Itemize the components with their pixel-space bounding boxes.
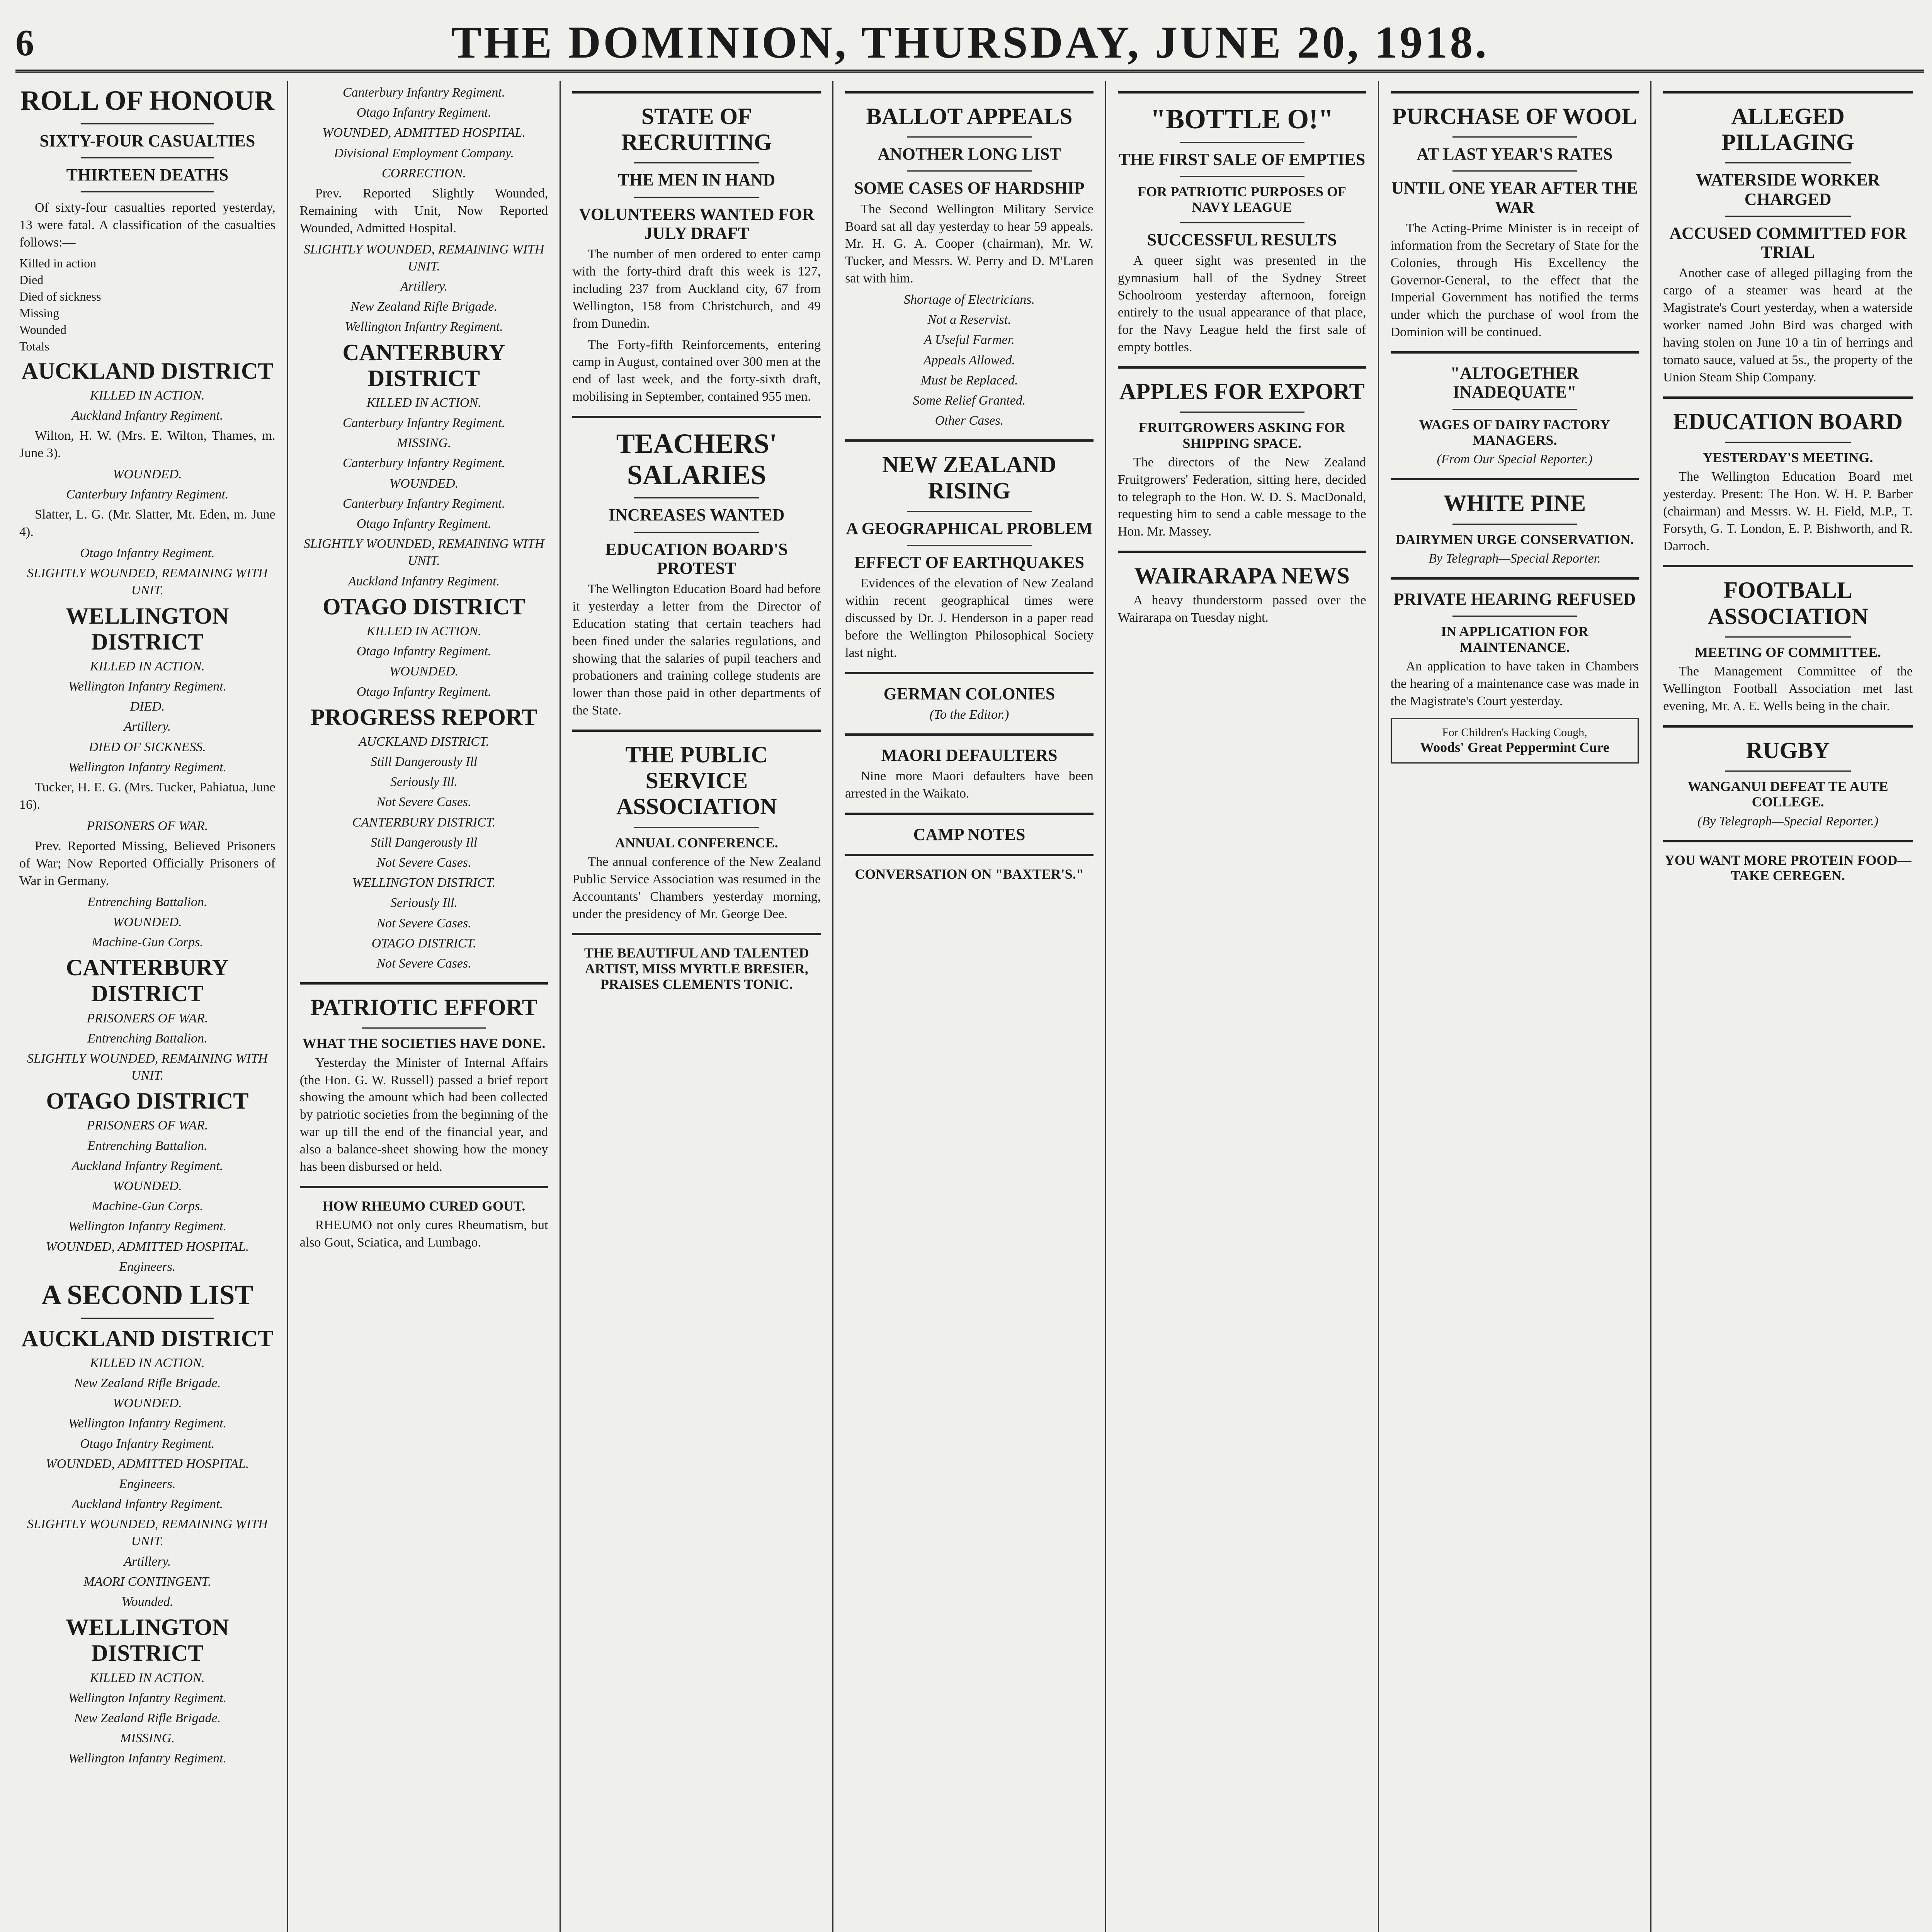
subsection-label: Some Relief Granted.	[913, 393, 1026, 408]
bottle-subhead-2: FOR PATRIOTIC PURPOSES OF NAVY LEAGUE	[1138, 184, 1347, 215]
section-label: SLIGHTLY WOUNDED, REMAINING WITH UNIT.	[303, 537, 544, 568]
unit-label: Canterbury Infantry Regiment.	[342, 496, 505, 511]
divider	[907, 170, 1032, 172]
casualty-entry: Prev. Reported Missing, Believed Prisoners of War; Now Reported Officially Prisoners of War in Germany.	[19, 838, 276, 888]
divider	[362, 1027, 486, 1029]
section-label: DIED OF SICKNESS.	[88, 740, 206, 754]
unit-label: Auckland Infantry Regiment.	[71, 1497, 223, 1512]
article-body: The Wellington Education Board met yesterday. Present: The Hon. W. H. P. Barber (chairman) and Messrs. W. H. Field, M.P., T. Forsyth, G. T. London, E. P. Bishworth, and R. Darroch.	[1663, 469, 1913, 553]
section-label: WOUNDED, ADMITTED HOSPITAL.	[46, 1456, 249, 1471]
divider	[1663, 565, 1913, 567]
rheumo-ad-headline: HOW RHEUMO CURED GOUT.	[322, 1198, 526, 1214]
article-body: Evidences of the elevation of New Zealand within recent geographical times were discussed by Dr. J. Henderson in a paper read before the Wellington Philosophical Society last night.	[845, 576, 1094, 660]
district-label: WELLINGTON DISTRICT.	[352, 876, 496, 890]
teachers-subhead-2: EDUCATION BOARD'S PROTEST	[605, 539, 788, 578]
football-association-headline: FOOTBALL ASSOCIATION	[1708, 577, 1868, 629]
district-label: CANTERBURY DISTRICT.	[352, 815, 496, 830]
district-heading: OTAGO DISTRICT	[323, 594, 526, 619]
condition-label: Seriously Ill.	[390, 896, 457, 910]
divider	[572, 933, 821, 935]
nz-rising-subhead-2: EFFECT OF EARTHQUAKES	[854, 553, 1084, 572]
divider	[1391, 478, 1639, 480]
wool-purchase-headline: PURCHASE OF WOOL	[1392, 104, 1637, 129]
unit-label: Auckland Infantry Regiment.	[71, 1158, 223, 1173]
divider	[572, 91, 821, 94]
stat-line: Died of sickness	[19, 289, 101, 303]
divider	[845, 439, 1094, 442]
ad-line: Woods' Great Peppermint Cure	[1420, 739, 1609, 755]
subsection-label: Not a Reservist.	[927, 313, 1011, 327]
alleged-pillaging-headline: ALLEGED PILLAGING	[1721, 104, 1854, 155]
article-body: A heavy thunderstorm passed over the Wairarapa on Tuesday night.	[1117, 593, 1366, 625]
divider	[1391, 91, 1639, 94]
unit-label: Wellington Infantry Regiment.	[68, 760, 227, 774]
unit-label: Wellington Infantry Regiment.	[68, 1751, 227, 1766]
divider	[1663, 91, 1913, 94]
article-body: The directors of the New Zealand Fruitgrowers' Federation, sitting here, decided to telegraph to the Hon. W. D. S. MacDonald, requesting him to send a cable message to the Hon. Mr. Massey.	[1117, 455, 1366, 539]
column-3	[561, 81, 833, 1932]
casualty-entry: Slatter, L. G. (Mr. Slatter, Mt. Eden, m. June 4).	[19, 507, 276, 539]
columns	[15, 81, 1924, 1932]
public-service-headline: THE PUBLIC SERVICE ASSOCIATION	[616, 742, 777, 820]
divider	[845, 672, 1094, 674]
unit-label: Wounded.	[121, 1595, 173, 1609]
page-number: 6	[15, 22, 34, 63]
divider	[907, 511, 1032, 512]
deaths-subhead: THIRTEEN DEATHS	[66, 165, 229, 184]
unit-label: Engineers.	[119, 1476, 176, 1491]
section-label: KILLED IN ACTION.	[366, 624, 481, 638]
divider	[845, 91, 1094, 94]
recruiting-headline: STATE OF RECRUITING	[621, 104, 772, 155]
divider	[634, 532, 759, 533]
divider	[1452, 409, 1577, 410]
correction-text: Prev. Reported Slightly Wounded, Remaining with Unit, Now Reported Wounded, Admitted Hospital.	[299, 186, 548, 235]
dairy-wages-subhead: WAGES OF DAIRY FACTORY MANAGERS.	[1419, 417, 1611, 448]
unit-label: New Zealand Rifle Brigade.	[74, 1376, 221, 1390]
divider	[845, 813, 1094, 815]
section-label: WOUNDED.	[113, 467, 182, 481]
unit-label: Auckland Infantry Regiment.	[348, 574, 500, 588]
district-label: OTAGO DISTRICT.	[371, 936, 476, 951]
article-body: Yesterday the Minister of Internal Affairs (the Hon. G. W. Russell) passed a brief report showing the amount which had been collected by patriotic societies from the beginning of the war up till the end of the financial year, and also a balance-sheet showing how the money has been disbursed or held.	[299, 1055, 548, 1174]
german-colonies-headline: GERMAN COLONIES	[883, 684, 1055, 703]
section-label: MISSING.	[396, 436, 451, 451]
unit-label: Otago Infantry Regiment.	[356, 684, 492, 699]
section-label: PRISONERS OF WAR.	[87, 1011, 208, 1026]
casualty-entry: Tucker, H. E. G. (Mrs. Tucker, Pahiatua, June 16).	[19, 780, 276, 812]
article-body: The annual conference of the New Zealand Public Service Association was resumed in the Accountants' Chambers yesterday morning, under the presidency of Mr. George Dee.	[572, 854, 821, 921]
roll-of-honour-headline: ROLL OF HONOUR	[20, 85, 275, 116]
divider	[1725, 162, 1851, 163]
unit-label: Otago Infantry Regiment.	[356, 517, 492, 531]
unit-label: Artillery.	[124, 1554, 171, 1569]
unit-label: Artillery.	[400, 279, 447, 294]
unit-label: Canterbury Infantry Regiment.	[342, 85, 505, 100]
subsection-label: Other Cases.	[935, 413, 1004, 428]
section-label: WOUNDED, ADMITTED HOSPITAL.	[46, 1239, 249, 1254]
article-body: Nine more Maori defaulters have been arrested in the Waikato.	[845, 769, 1094, 801]
wool-subhead: AT LAST YEAR'S RATES	[1417, 145, 1613, 164]
subsection-label: A Useful Farmer.	[924, 333, 1015, 347]
stat-line: Died	[19, 272, 44, 287]
subsection-label: Shortage of Electricians.	[903, 293, 1035, 307]
column-7	[1651, 81, 1924, 1932]
condition-label: Seriously Ill.	[390, 775, 457, 789]
divider	[81, 123, 214, 124]
district-heading: OTAGO DISTRICT	[46, 1088, 249, 1114]
byline: (From Our Special Reporter.)	[1437, 452, 1593, 467]
stat-line: Missing	[19, 306, 60, 320]
teachers-subhead: INCREASES WANTED	[609, 505, 785, 525]
divider	[845, 854, 1094, 856]
section-label: KILLED IN ACTION.	[90, 388, 205, 403]
divider	[1180, 176, 1304, 177]
peppermint-cure-ad	[1391, 718, 1639, 764]
patriotic-subhead: WHAT THE SOCIETIES HAVE DONE.	[302, 1036, 546, 1051]
district-heading: WELLINGTON DISTRICT	[66, 1614, 229, 1666]
column-4	[833, 81, 1106, 1932]
column-1	[15, 81, 288, 1932]
divider	[1725, 770, 1851, 772]
casualties-subhead: SIXTY-FOUR CASUALTIES	[39, 131, 255, 150]
section-label: WOUNDED.	[389, 664, 459, 679]
rugby-subhead: WANGANUI DEFEAT TE AUTE COLLEGE.	[1687, 778, 1888, 810]
bottle-subhead-3: SUCCESSFUL RESULTS	[1147, 230, 1337, 249]
divider	[1725, 636, 1851, 638]
bottle-subhead: THE FIRST SALE OF EMPTIES	[1119, 150, 1366, 169]
masthead	[15, 15, 1924, 73]
divider	[1118, 366, 1366, 369]
divider	[1180, 412, 1304, 413]
unit-label: Machine-Gun Corps.	[91, 935, 203, 949]
condition-label: Not Severe Cases.	[376, 795, 471, 810]
casualty-intro: Of sixty-four casualties reported yesterday, 13 were fatal. A classification of the casualties follows:—	[19, 201, 276, 250]
section-label: WOUNDED.	[113, 915, 182, 929]
private-hearing-headline: PRIVATE HEARING REFUSED	[1393, 590, 1636, 609]
unit-label: Entrenching Battalion.	[87, 1031, 207, 1046]
divider	[1180, 222, 1304, 223]
divider	[634, 827, 759, 828]
bottle-o-headline: "BOTTLE O!"	[1150, 104, 1334, 134]
article-body: The Management Committee of the Wellington Football Association met last evening, Mr. A. E. Wells being in the chair.	[1663, 664, 1913, 713]
stat-line: Totals	[19, 339, 49, 353]
recruiting-subhead-2: VOLUNTEERS WANTED FOR JULY DRAFT	[579, 204, 815, 243]
divider	[845, 733, 1094, 736]
divider	[572, 730, 821, 732]
section-label: KILLED IN ACTION.	[90, 659, 205, 673]
divider	[81, 1318, 214, 1319]
section-label: KILLED IN ACTION.	[90, 1670, 205, 1685]
divider	[1391, 577, 1639, 580]
nz-rising-headline: NEW ZEALAND RISING	[882, 452, 1056, 503]
maori-defaulters-headline: MAORI DEFAULTERS	[881, 746, 1058, 765]
condition-label: Not Severe Cases.	[376, 956, 471, 971]
divider	[1118, 91, 1366, 94]
patriotic-effort-headline: PATRIOTIC EFFORT	[310, 995, 537, 1020]
unit-label: Wellington Infantry Regiment.	[68, 679, 227, 694]
unit-label: Canterbury Infantry Regiment.	[342, 456, 505, 471]
district-heading: CANTERBURY DISTRICT	[66, 955, 229, 1007]
section-label: CORRECTION.	[381, 166, 466, 180]
section-label: PRISONERS OF WAR.	[87, 818, 208, 833]
article-body: The number of men ordered to enter camp with the forty-third draft this week is 127, including 237 from Auckland city, 67 from Wellington, 158 from Christchurch, and 49 from Dunedin.	[572, 247, 821, 331]
column-6	[1379, 81, 1652, 1932]
unit-label: Otago Infantry Regiment.	[80, 546, 215, 560]
district-label: AUCKLAND DISTRICT.	[359, 734, 489, 749]
tonic-ad-headline: THE BEAUTIFUL AND TALENTED ARTIST, MISS MYRTLE BRESIER, PRAISES CLEMENTS TONIC.	[584, 945, 809, 992]
divider	[81, 157, 214, 158]
apples-subhead: FRUITGROWERS ASKING FOR SHIPPING SPACE.	[1139, 420, 1345, 451]
white-pine-subhead: DAIRYMEN URGE CONSERVATION.	[1395, 531, 1634, 547]
stat-line: Killed in action	[19, 256, 97, 270]
progress-report-headline: PROGRESS REPORT	[310, 704, 537, 730]
divider	[907, 545, 1032, 546]
divider	[1663, 396, 1913, 399]
newspaper-title: THE DOMINION, THURSDAY, JUNE 20, 1918.	[451, 17, 1489, 68]
divider	[1725, 442, 1851, 443]
divider	[81, 191, 214, 192]
divider	[1452, 616, 1577, 617]
unit-label: Otago Infantry Regiment.	[356, 644, 492, 659]
divider	[634, 197, 759, 198]
divider	[1452, 524, 1577, 525]
unit-label: Canterbury Infantry Regiment.	[66, 487, 229, 502]
baxters-ad-headline: CONVERSATION ON "BAXTER'S."	[855, 866, 1084, 882]
unit-label: Auckland Infantry Regiment.	[71, 408, 223, 423]
section-label: KILLED IN ACTION.	[90, 1355, 205, 1370]
section-label: WOUNDED.	[389, 476, 459, 491]
section-label: PRISONERS OF WAR.	[87, 1118, 208, 1133]
district-heading: WELLINGTON DISTRICT	[66, 603, 229, 655]
ceregen-ad-headline: YOU WANT MORE PROTEIN FOOD—TAKE CEREGEN.	[1664, 852, 1912, 884]
pillaging-subhead-2: ACCUSED COMMITTED FOR TRIAL	[1669, 223, 1906, 262]
section-label: WOUNDED.	[113, 1396, 182, 1411]
condition-label: Not Severe Cases.	[376, 916, 471, 930]
district-heading: AUCKLAND DISTRICT	[21, 1325, 274, 1351]
stat-line: Wounded	[19, 322, 66, 337]
condition-label: Still Dangerously Ill	[370, 755, 478, 769]
unit-label: Entrenching Battalion.	[87, 1138, 207, 1153]
unit-label: Wellington Infantry Regiment.	[68, 1416, 227, 1431]
unit-label: Otago Infantry Regiment.	[80, 1436, 215, 1451]
article-body: The Second Wellington Military Service Board sat all day yesterday to hear 59 appeals. Mr. H. G. A. Cooper (chairman), Mr. W. Tucker, and Messrs. W. Perry and D. M'Laren sat with him.	[845, 202, 1094, 286]
section-label: SLIGHTLY WOUNDED, REMAINING WITH UNIT.	[303, 242, 544, 274]
divider	[1663, 840, 1913, 842]
unit-label: Wellington Infantry Regiment.	[345, 320, 503, 334]
byline: (By Telegraph—Special Reporter.)	[1697, 814, 1879, 828]
divider	[1452, 136, 1577, 138]
letter-label: (To the Editor.)	[929, 707, 1009, 722]
column-2	[288, 81, 561, 1932]
divider	[572, 416, 821, 418]
rheumo-ad-text: RHEUMO not only cures Rheumatism, but also Gout, Sciatica, and Lumbago.	[299, 1218, 548, 1250]
section-label: DIED.	[130, 699, 165, 714]
unit-label: New Zealand Rifle Brigade.	[74, 1711, 221, 1725]
teachers-salaries-headline: TEACHERS' SALARIES	[616, 428, 777, 490]
ad-line: For Children's Hacking Cough,	[1442, 726, 1587, 739]
ballot-subhead-2: SOME CASES OF HARDSHIP	[854, 179, 1085, 198]
divider	[1118, 551, 1366, 553]
article-body: The Wellington Education Board had before it yesterday a letter from the Director of Education stating that certain teachers had been fined under the salaries regulations, and showing that the salaries of pupil teachers and probationers and training college students are lower than those paid in other departments of the State.	[572, 582, 821, 718]
district-heading: CANTERBURY DISTRICT	[342, 339, 505, 391]
unit-label: Divisional Employment Company.	[334, 146, 514, 160]
unit-label: Wellington Infantry Regiment.	[68, 1219, 227, 1234]
white-pine-headline: WHITE PINE	[1443, 490, 1586, 516]
subsection-label: Appeals Allowed.	[923, 353, 1015, 367]
nz-rising-subhead: A GEOGRAPHICAL PROBLEM	[846, 519, 1093, 538]
unit-label: Machine-Gun Corps.	[91, 1199, 203, 1214]
camp-notes-headline: CAMP NOTES	[913, 825, 1026, 844]
article-body: Another case of alleged pillaging from the cargo of a steamer was heard at the Magistrate's Court yesterday, when a waterside worker named John Bird was charged with having stolen on June 10 a tin of herrings and tomato sauce, valued at 5s., the property of the Union Steam Ship Company.	[1663, 266, 1913, 384]
section-label: MAORI CONTINGENT.	[83, 1574, 211, 1589]
education-board-headline: EDUCATION BOARD	[1673, 408, 1903, 434]
divider	[1663, 725, 1913, 728]
divider	[1725, 216, 1851, 217]
apples-export-headline: APPLES FOR EXPORT	[1119, 379, 1365, 405]
unit-label: Wellington Infantry Regiment.	[68, 1690, 227, 1705]
inadequate-headline: "ALTOGETHER INADEQUATE"	[1450, 364, 1579, 402]
section-label: SLIGHTLY WOUNDED, REMAINING WITH UNIT.	[27, 1517, 268, 1549]
condition-label: Not Severe Cases.	[376, 855, 471, 870]
unit-label: Engineers.	[119, 1259, 176, 1274]
article-body: A queer sight was presented in the gymnasium hall of the Sydney Street Schoolroom yesterday afternoon, foreign entirely to the usual appearance of that place, for the Navy League held the first sale of empty bottles.	[1117, 253, 1366, 355]
section-label: MISSING.	[120, 1731, 175, 1746]
rugby-headline: RUGBY	[1746, 737, 1830, 763]
condition-label: Still Dangerously Ill	[370, 835, 478, 850]
private-hearing-subhead: IN APPLICATION FOR MAINTENANCE.	[1441, 624, 1588, 655]
byline: By Telegraph—Special Reporter.	[1429, 551, 1601, 566]
unit-label: Entrenching Battalion.	[87, 895, 207, 909]
district-heading: AUCKLAND DISTRICT	[21, 358, 274, 384]
divider	[300, 982, 548, 985]
unit-label: Artillery.	[124, 719, 171, 734]
unit-label: Canterbury Infantry Regiment.	[342, 416, 505, 430]
column-5	[1106, 81, 1379, 1932]
section-label: WOUNDED, ADMITTED HOSPITAL.	[322, 126, 526, 140]
section-label: SLIGHTLY WOUNDED, REMAINING WITH UNIT.	[27, 1051, 268, 1083]
pillaging-subhead: WATERSIDE WORKER CHARGED	[1696, 170, 1880, 209]
divider	[634, 497, 759, 498]
subsection-label: Must be Replaced.	[920, 373, 1018, 388]
second-list-headline: A SECOND LIST	[41, 1279, 253, 1310]
ballot-appeals-headline: BALLOT APPEALS	[866, 104, 1073, 129]
divider	[1452, 170, 1577, 172]
divider	[634, 162, 759, 163]
article-body: An application to have taken in Chambers the hearing of a maintenance case was made in the Magistrate's Court yesterday.	[1390, 659, 1639, 708]
divider	[300, 1186, 548, 1188]
education-board-subhead: YESTERDAY'S MEETING.	[1702, 449, 1873, 465]
section-label: WOUNDED.	[113, 1179, 182, 1193]
divider	[1180, 142, 1304, 143]
wairarapa-headline: WAIRARAPA NEWS	[1134, 563, 1350, 589]
article-body: The Acting-Prime Minister is in receipt of information from the Secretary of State for the Colonies, through His Excellency the Governor-General, to the effect that the Imperial Government has notified the terms under which the purchase of wool from the Dominion will be continued.	[1390, 221, 1639, 340]
unit-label: Otago Infantry Regiment.	[356, 105, 492, 120]
unit-label: New Zealand Rifle Brigade.	[350, 299, 497, 314]
section-label: SLIGHTLY WOUNDED, REMAINING WITH UNIT.	[27, 566, 268, 598]
article-body: The Forty-fifth Reinforcements, entering camp in August, contained over 300 men at the end of last week, and the forty-sixth draft, mobilising in September, contained 955 men.	[572, 337, 821, 404]
casualty-entry: Wilton, H. W. (Mrs. E. Wilton, Thames, m. June 3).	[19, 429, 276, 460]
wool-subhead-2: UNTIL ONE YEAR AFTER THE WAR	[1391, 179, 1638, 217]
public-service-subhead: ANNUAL CONFERENCE.	[615, 835, 778, 850]
football-subhead: MEETING OF COMMITTEE.	[1695, 644, 1881, 660]
recruiting-subhead: THE MEN IN HAND	[618, 170, 776, 190]
ballot-subhead: ANOTHER LONG LIST	[878, 145, 1061, 164]
divider	[907, 136, 1032, 138]
divider	[1391, 351, 1639, 354]
section-label: KILLED IN ACTION.	[366, 395, 481, 410]
